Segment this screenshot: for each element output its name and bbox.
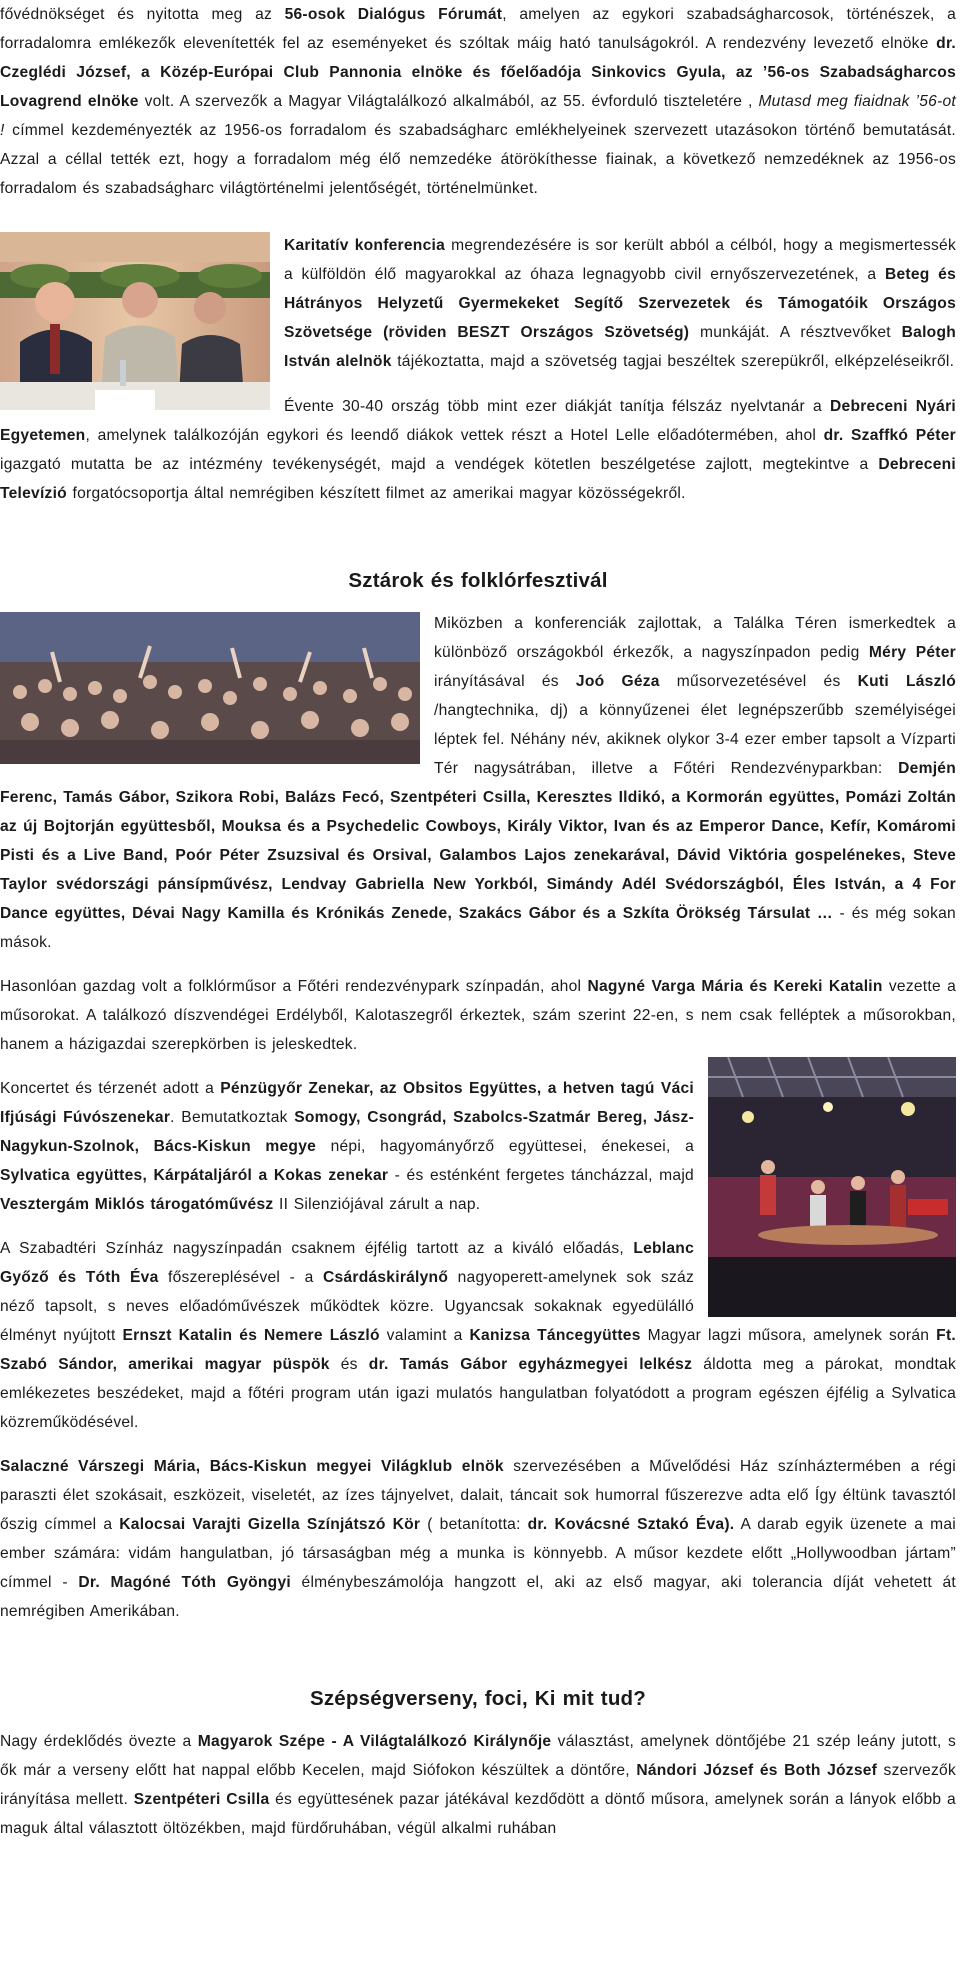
panel-photo-image bbox=[0, 232, 270, 410]
stage-dance-photo bbox=[708, 1057, 956, 1317]
beauty-paragraph: Nagy érdeklődés övezte a Magyarok Szépe - A Világtalálkozó Királynője választást, amelynek döntőjébe 21 szép leány jutott, s ők már a verseny előtt hat nappal előbb Kecelen, majd Siófokon készültek a döntőre, Nándori József és Both József szervezők irányítása mellett. Szentpéteri Csilla és együttesének pazar játékával kezdődött a döntő műsora, amelynek során a lányok előbb a maguk által választott öltözékben, majd fürdőruhában, végül alkalmi ruhában bbox=[0, 1733, 957, 1837]
stage-photo-image bbox=[708, 1057, 956, 1317]
conference-panel-photo bbox=[0, 232, 270, 410]
theatre-paragraph: A Szabadtéri Színház nagyszínpadán csaknem éjfélig tartott az a kiváló előadás, Leblanc Győző és Tóth Éva főszereplésével - a Csárdáskirálynő nagyoperett-amelynek sok száz néző tapsolt, s neves előadóművészek működtek közre. Ugyancsak sokaknak egyedülálló élményt nyújtott Ernszt Katalin és Nemere László valamint a Kanizsa Táncegyüttes Magyar lagzi műsora, amelynek során Ft. Szabó Sándor, amerikai magyar püspök és dr. Tamás Gábor egyházmegyei lelkész áldotta meg a párokat, mondtak emlékezetes beszédeket, majd a főtéri program után igazi mulatós hangulatban folyatódott a program egészen éjfélig a Sylvatica közreműködésével. bbox=[0, 1240, 957, 1431]
salacz-paragraph: Salaczné Várszegi Mária, Bács-Kiskun megyei Világklub elnök szervezésében a Művelődési Ház színháztermében a régi paraszti élet szokásait, eszközeit, viseletét, az ízes tájnyelvet, dalait, táncait sok humorral fűszerezve adta elő Így éltünk tavasztól őszig címmel a Kalocsai Varajti Gizella Színjátszó Kör ( betanította: dr. Kovácsné Sztakó Éva). A darab egyik üzenete a mai ember számára: vidám hangulatban, jó társaságban még a munka is könnyebb. A műsor kezdete előtt „Hollywoodban jártam” címmel - Dr. Magóné Tóth Gyöngyi élménybeszámolója hangzott el, aki az első magyar, aki tolerancia díját vehetett át nemrégiben Amerikában. bbox=[0, 1458, 957, 1620]
summer-university-paragraph: Évente 30-40 ország több mint ezer diákját tanítja félszáz nyelvtanár a Debreceni Nyári Egyetemen, amelynek találkozóján egykori és leendő diákok vettek részt a Hotel Lelle előadótermében, ahol dr. Szaffkó Péter igazgató mutatta be az intézmény tevékenységét, majd a vendégek kötetlen beszélgetése zajlott, megtekintve a Debreceni Televízió forgatócsoportja által nemrégiben készített filmet az amerikai magyar közösségekről. bbox=[0, 398, 956, 502]
section-heading-stars: Sztárok és folklórfesztivál bbox=[348, 569, 608, 592]
concert-paragraph: Koncertet és térzenét adott a Pénzügyőr Zenekar, az Obsitos Együttes, a hetven tagú Váci Ifjúsági Fúvószenekar. Bemutatkoztak Somogy, Csongrád, Szabolcs-Szatmár Bereg, Jász-Nagykun-Szolnok, Bács-Kiskun megye népi, hagyományőrző együttesei, énekesei, a Sylvatica együttes, Kárpátaljáról a Kokas zenekar - és esténként fergetes táncházzal, majd Vesztergám Miklós tárogatóművész II Silenziójával zárult a nap. bbox=[0, 1080, 695, 1213]
crowd-photo bbox=[0, 612, 420, 764]
intro-paragraph: fővédnökséget és nyitotta meg az 56-osok Dialógus Fórumát, amelyen az egykori szabadságharcosok, történészek, a forradalomra emlékezők elevenítették fel az eseményeket és szóltak máig ható tanulságokról. A rendezvény levezető elnöke dr. Czeglédi József, a Közép-Európai Club Pannonia elnöke és főelőadója Sinkovics Gyula, az ’56-os Szabadságharcos Lovagrend elnöke volt. A szervezők a Magyar Világtalálkozó alkalmából, az 55. évforduló tiszteletére , Mutasd meg fiaidnak ’56-ot ! címmel kezdeményezték az 1956-os forradalom és szabadságharc emlékhelyeinek szervezett utazásokon történő bemutatását. Azzal a céllal tették ezt, hogy a forradalom még élő nemzedéke átörökíthesse fiainak, a következő nemzedéknek az 1956-os forradalom és szabadságharc világtörténelmi jelentőségét, történelmünket. bbox=[0, 6, 956, 197]
charity-paragraph: Karitatív konferencia megrendezésére is sor került abból a célból, hogy a megismertessék a külföldön élő magyarokkal az óhaza legnagyobb civil ernyőszervezetének, a Beteg és Hátrányos Helyzetű Gyermekeket Segítő Szervezetek és Támogatóik Országos Szövetsége (röviden BESZT Országos Szövetség) munkáját. A résztvevőket Balogh István alelnök tájékoztatta, majd a szövetség tagjai beszéltek szerepükről, elképzeléseikről. bbox=[284, 237, 957, 370]
section-heading-beauty: Szépségverseny, foci, Ki mit tud? bbox=[309, 1687, 647, 1710]
crowd-photo-image bbox=[0, 612, 420, 764]
folk-paragraph: Hasonlóan gazdag volt a folklórműsor a Főtéri rendezvénypark színpadán, ahol Nagyné Varga Mária és Kereki Katalin vezette a műsorokat. A találkozó díszvendégei Erdélyből, Kalotaszegről érkeztek, szám szerint 22-en, s nem csak felléptek a műsorokban, hanem a házigazdai szerepkörben is jeleskedtek. bbox=[0, 978, 956, 1053]
stars-paragraph: Miközben a konferenciák zajlottak, a Találka Téren ismerkedtek a különböző országokból érkezők, a nagyszínpadon pedig Méry Péter irányításával és Joó Géza műsorvezetésével és Kuti László /hangtechnika, dj) a könnyűzenei élet legnépszerűbb személyiségei léptek fel. Néhány név, akiknek olykor 3-4 ezer ember tapsolt a Vízparti Tér nagysátrában, illetve a Főtéri Rendezvényparkban: Demjén Ferenc, Tamás Gábor, Szikora Robi, Balázs Fecó, Szentpéteri Csilla, Keresztes Ildikó, a Kormorán együttes, Pomázi Zoltán az új Bojtorján együttesből, Mouksa és a Psychedelic Cowboys, Király Viktor, Ivan és az Emperor Dance, Kefír, Komáromi Pisti és a Live Band, Poór Péter Zsuzsival és Orsival, Galambos Lajos zenekarával, Dávid Viktória gospelénekes, Steve Taylor svédországi pánsípművész, Lendvay Gabriella New Yorkból, Simándy Adél Svédországból, Éles István, a 4 For Dance együttes, Dévai Nagy Kamilla és Krónikás Zenede, Szakács Gábor és a Szkíta Örökség Társulat … - és még sokan mások. bbox=[0, 615, 957, 951]
